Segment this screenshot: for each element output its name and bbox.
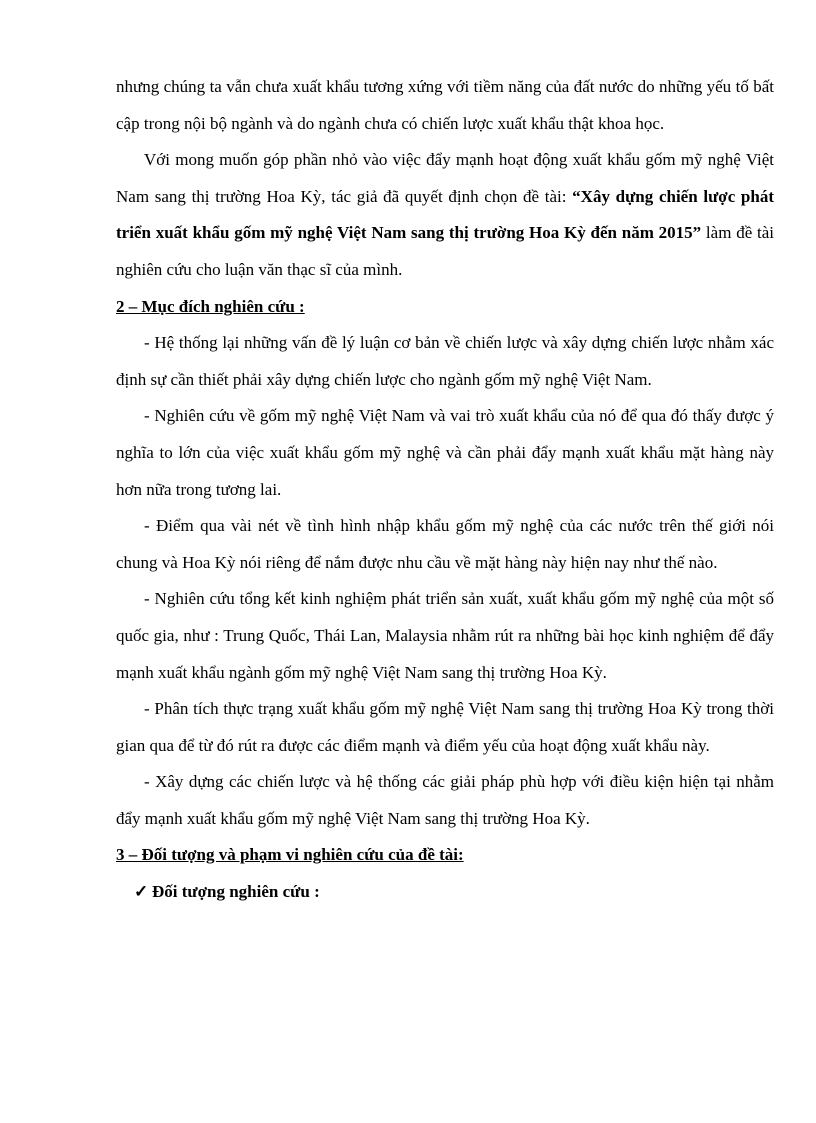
purpose-item-1: - Hệ thống lại những vấn đề lý luận cơ bản về chiến lược và xây dựng chiến lược nhằm xác định sự cần thiết phải xây dựng chiến lược cho ngành gốm mỹ nghệ Việt Nam.: [116, 333, 774, 389]
intro-paragraph-2-tail: làm đề tài nghiên cứu cho luận văn thạc sĩ của mình.: [116, 223, 774, 279]
research-object-subheading: [116, 874, 774, 911]
intro-paragraph-2-text: Với mong muốn góp phần nhỏ vào việc đẩy mạnh hoạt động xuất khẩu gốm mỹ nghệ Việt Nam sang thị trường Hoa Kỳ, tác giả đã quyết định chọn đề tài:: [116, 150, 774, 206]
research-object-label: Đối tượng nghiên cứu :: [152, 882, 320, 902]
purpose-item-3: - Điểm qua vài nét về tình hình nhập khẩu gốm mỹ nghệ của các nước trên thế giới nói chung và Hoa Kỳ nói riêng để nắm được nhu cầu về mặt hàng này hiện nay như thế nào.: [116, 516, 774, 572]
section-2-heading: 2 – Mục đích nghiên cứu :: [116, 296, 305, 316]
purpose-item-2: - Nghiên cứu về gốm mỹ nghệ Việt Nam và vai trò xuất khẩu của nó để qua đó thấy được ý nghĩa to lớn của việc xuất khẩu gốm mỹ nghệ và cần phải đẩy mạnh xuất khẩu mặt hàng này hơn nữa trong tương lai.: [116, 406, 774, 499]
intro-paragraph-1: nhưng chúng ta vẫn chưa xuất khẩu tương xứng với tiềm năng của đất nước do những yếu tố bất cập trong nội bộ ngành và do ngành chưa có chiến lược xuất khẩu thật khoa học.: [116, 77, 774, 133]
thesis-title: “Xây dựng chiến lược phát triển xuất khẩu gốm mỹ nghệ Việt Nam sang thị trường Hoa Kỳ đến năm 2015”: [116, 186, 774, 243]
checkmark-icon: ✓: [134, 882, 149, 902]
document-page: [116, 69, 774, 911]
purpose-item-4: - Nghiên cứu tổng kết kinh nghiệm phát triển sản xuất, xuất khẩu gốm mỹ nghệ của một số quốc gia, như : Trung Quốc, Thái Lan, Malaysia nhằm rút ra những bài học kinh nghiệm để đẩy mạnh xuất khẩu ngành gốm mỹ nghệ Việt Nam sang thị trường Hoa Kỳ.: [116, 589, 774, 682]
purpose-item-6: - Xây dựng các chiến lược và hệ thống các giải pháp phù hợp với điều kiện hiện tại nhằm đẩy mạnh xuất khẩu gốm mỹ nghệ Việt Nam sang thị trường Hoa Kỳ.: [116, 772, 774, 828]
section-3-heading: 3 – Đối tượng và phạm vi nghiên cứu của đề tài:: [116, 845, 464, 865]
intro-paragraph-2: [116, 142, 774, 288]
purpose-item-5: - Phân tích thực trạng xuất khẩu gốm mỹ nghệ Việt Nam sang thị trường Hoa Kỳ trong thời gian qua để từ đó rút ra được các điểm mạnh và điểm yếu của hoạt động xuất khẩu này.: [116, 699, 774, 755]
